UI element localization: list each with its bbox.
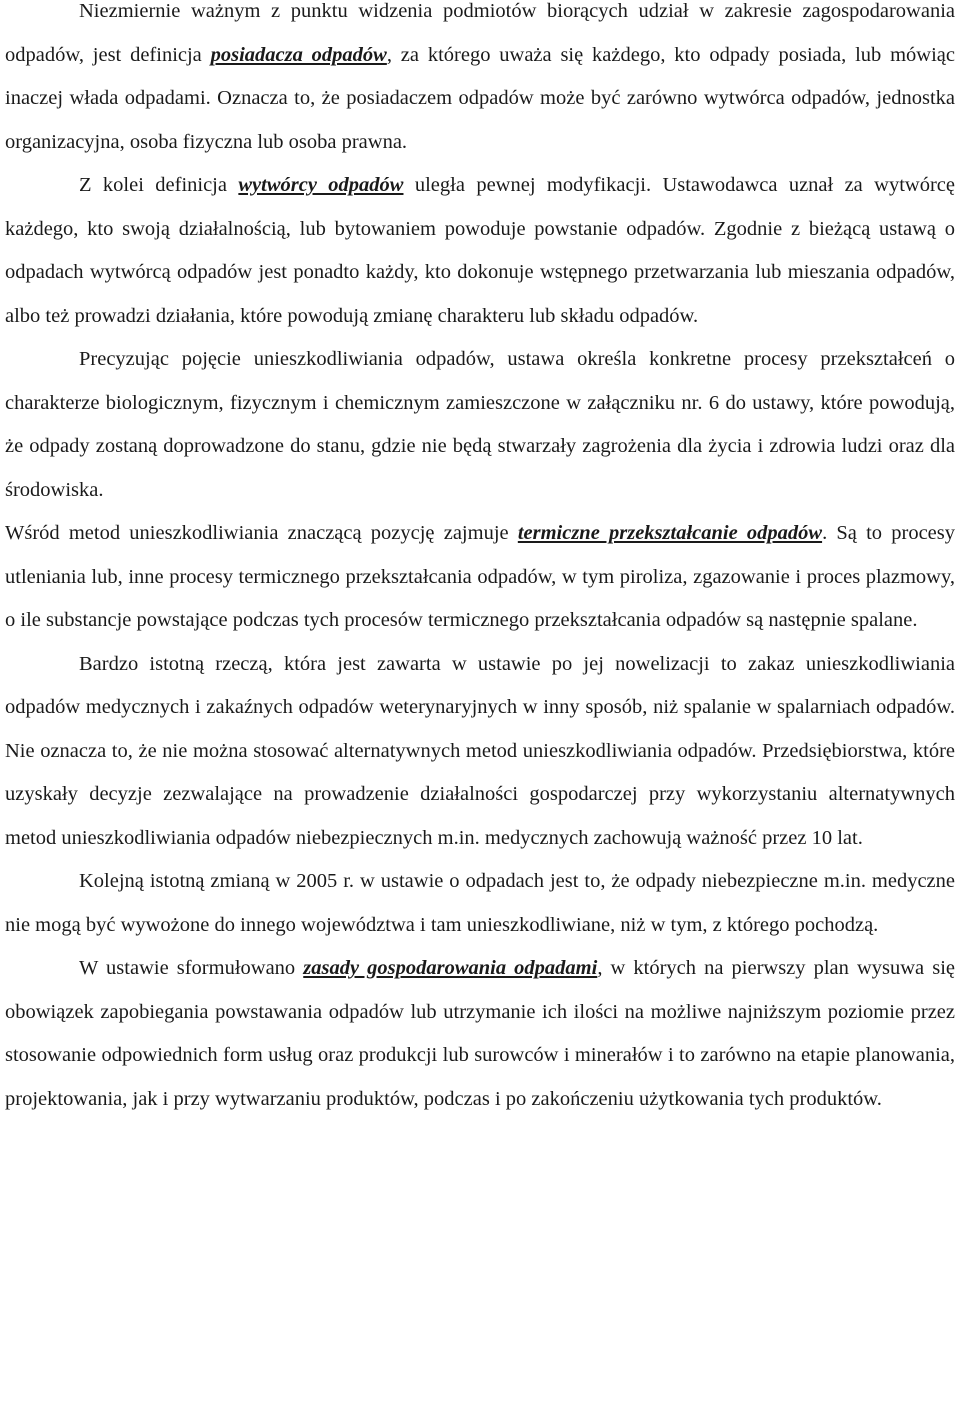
paragraph-zakaz	[5, 643, 955, 861]
paragraph-zasady	[5, 947, 955, 1121]
term-posiadacza-odpadow: posiadacza odpadów	[210, 43, 387, 66]
paragraph-text: Kolejną istotną zmianą w 2005 r. w ustawie o odpadach jest to, że odpady niebezpieczne m.in. medyczne nie mogą być wywożone do innego województwa i tam unieszkodliwiane, niż w tym, z którego pochodzą.	[5, 870, 955, 936]
paragraph-zmiana-2005	[5, 860, 955, 947]
paragraph-termiczne	[5, 512, 955, 643]
term-wytworcy-odpadow: wytwórcy odpadów	[238, 174, 404, 196]
paragraph-text: Precyzując pojęcie unieszkodliwiania odpadów, ustawa określa konkretne procesy przekształceń o charakterze biologicznym, fizycznym i chemicznym zamieszczone w załączniku nr. 6 do ustawy, które powodują, że odpady zostaną doprowadzone do stanu, gdzie nie będą stwarzały zagrożenia dla życia i zdrowia ludzi oraz dla środowiska.	[5, 348, 955, 501]
paragraph-text: , za którego uważa się każdego, kto odpady posiada, lub mówiąc inaczej włada odpadami. Oznacza to, że posiadaczem odpadów może być zarówno wytwórca odpadów, jednostka organizacyjna, osoba fizyczna lub osoba prawna.	[5, 43, 955, 153]
paragraph-text: Niezmiernie ważnym z punktu widzenia podmiotów biorących udział w zakresie zagospodarowania odpadów, jest definicja	[5, 0, 955, 66]
paragraph-text: . Są to procesy utleniania lub, inne procesy termicznego przekształcania odpadów, w tym piroliza, zgazowanie i proces plazmowy, o ile substancje powstające podczas tych procesów termicznego przekształcania odpadów są następnie spalane.	[5, 522, 955, 631]
term-termiczne-przeksztalcanie: termiczne przekształcanie odpadów	[517, 522, 823, 544]
paragraph-text: Z kolei definicja	[79, 174, 239, 196]
paragraph-wytworca	[5, 164, 955, 338]
paragraph-text: , w których na pierwszy plan wysuwa się obowiązek zapobiegania powstawania odpadów lub utrzymanie ich ilości na możliwe najniższym poziomie przez stosowanie odpowiednich form usług oraz produkcji lub surowców i minerałów i to zarówno na etapie planowania, projektowania, jak i przy wytwarzaniu produktów, podczas i po zakończeniu użytkowania tych produktów.	[5, 957, 956, 1110]
paragraph-text: Wśród metod unieszkodliwiania znaczącą pozycję zajmuje	[5, 522, 518, 544]
paragraph-text: W ustawie sformułowano	[79, 957, 304, 979]
term-zasady-gospodarowania: zasady gospodarowania odpadami	[303, 957, 598, 979]
paragraph-unieszkodliwianie	[5, 338, 955, 512]
paragraph-text: uległa pewnej modyfikacji. Ustawodawca uznał za wytwórcę każdego, kto swoją działalnością, lub bytowaniem powoduje powstanie odpadów. Zgodnie z bieżącą ustawą o odpadach wytwórcą odpadów jest ponadto każdy, kto dokonuje wstępnego przetwarzania lub mieszania odpadów, albo też prowadzi działania, które powodują zmianę charakteru lub składu odpadów.	[5, 174, 955, 327]
paragraph-posiadacz	[5, 0, 955, 164]
paragraph-text: Bardzo istotną rzeczą, która jest zawarta w ustawie po jej nowelizacji to zakaz unieszkodliwiania odpadów medycznych i zakaźnych odpadów weterynaryjnych w inny sposób, niż spalanie w spalarniach odpadów. Nie oznacza to, że nie można stosować alternatywnych metod unieszkodliwiania odpadów. Przedsiębiorstwa, które uzyskały decyzje zezwalające na prowadzenie działalności gospodarczej przy wykorzystaniu alternatywnych metod unieszkodliwiania odpadów niebezpiecznych m.in. medycznych zachowują ważność przez 10 lat.	[5, 652, 955, 849]
